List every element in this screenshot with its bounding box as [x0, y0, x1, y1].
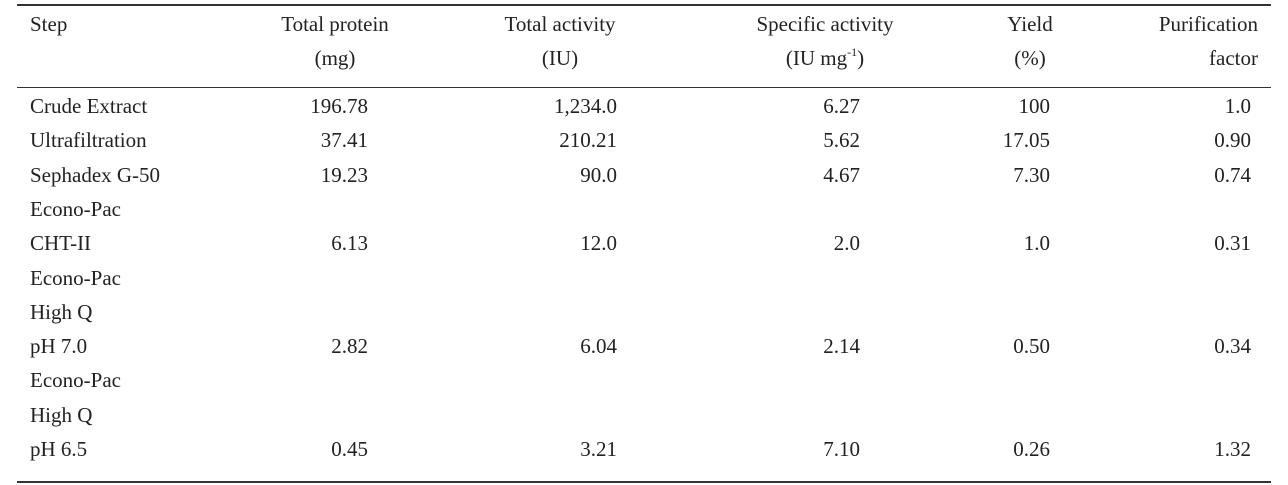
cell-yield: 1.0	[1023, 231, 1050, 256]
cell-step: Crude Extract	[30, 94, 148, 118]
cell-yield: 7.30	[1013, 162, 1050, 187]
cell-total-protein: 6.13	[331, 231, 368, 256]
cell-purification-factor: 1.32	[1214, 437, 1251, 461]
table-top-rule	[17, 4, 1271, 6]
cell-step: Ultrafiltration	[30, 128, 147, 153]
cell-step: High Q	[30, 299, 93, 324]
header-total-activity: Total activity	[504, 12, 616, 36]
cell-total-protein: 37.41	[320, 128, 368, 153]
header-purification-unit: factor	[1209, 46, 1258, 70]
cell-purification-factor: 0.90	[1214, 128, 1251, 153]
header-total-protein: Total protein	[281, 12, 389, 36]
header-total-activity-unit: (IU)	[541, 46, 579, 70]
cell-total-activity: 12.0	[580, 231, 617, 256]
cell-specific-activity: 6.27	[823, 94, 860, 118]
header-step: Step	[30, 12, 68, 36]
cell-specific-activity: 7.10	[823, 437, 860, 461]
table-header-rule	[17, 87, 1271, 88]
header-yield: Yield	[1007, 12, 1053, 36]
header-purification: Purification	[1158, 12, 1258, 36]
cell-specific-activity: 5.62	[823, 128, 860, 153]
cell-step: Econo-Pac	[30, 368, 121, 393]
header-specific-activity-unit: (IU $mg^{-1}$)	[785, 45, 865, 70]
header-yield-unit: (%)	[1014, 46, 1046, 70]
cell-step: CHT-II	[30, 231, 92, 256]
cell-step: pH 6.5	[30, 437, 88, 461]
cell-total-protein: 19.23	[320, 162, 368, 187]
header-total-protein-unit: (mg)	[314, 46, 356, 70]
cell-step: Econo-Pac	[30, 196, 121, 221]
cell-yield: 17.05	[1002, 128, 1050, 153]
cell-specific-activity: 2.14	[823, 334, 860, 359]
cell-purification-factor: 1.0	[1224, 94, 1251, 118]
cell-total-protein: 2.82	[331, 334, 368, 359]
cell-yield: 0.50	[1013, 334, 1050, 359]
cell-step: High Q	[30, 402, 93, 427]
cell-yield: 100	[1018, 94, 1050, 118]
table-bottom-rule	[17, 481, 1271, 483]
cell-total-protein: 0.45	[331, 437, 368, 461]
cell-step: Econo-Pac	[30, 265, 121, 290]
cell-purification-factor: 0.31	[1214, 231, 1251, 256]
cell-total-activity: 6.04	[580, 334, 617, 359]
cell-total-activity: 1,234.0	[554, 94, 617, 118]
header-specific-activity: Specific activity	[756, 12, 894, 36]
cell-total-activity: 90.0	[580, 162, 617, 187]
cell-specific-activity: 2.0	[833, 231, 860, 256]
cell-yield: 0.26	[1013, 437, 1050, 461]
cell-purification-factor: 0.74	[1214, 162, 1251, 187]
cell-total-activity: 210.21	[559, 128, 617, 153]
cell-total-protein: 196.78	[310, 94, 368, 118]
cell-specific-activity: 4.67	[823, 162, 860, 187]
cell-step: Sephadex G-50	[30, 162, 161, 187]
cell-step: pH 7.0	[30, 334, 88, 359]
cell-total-activity: 3.21	[580, 437, 617, 461]
cell-purification-factor: 0.34	[1214, 334, 1251, 359]
